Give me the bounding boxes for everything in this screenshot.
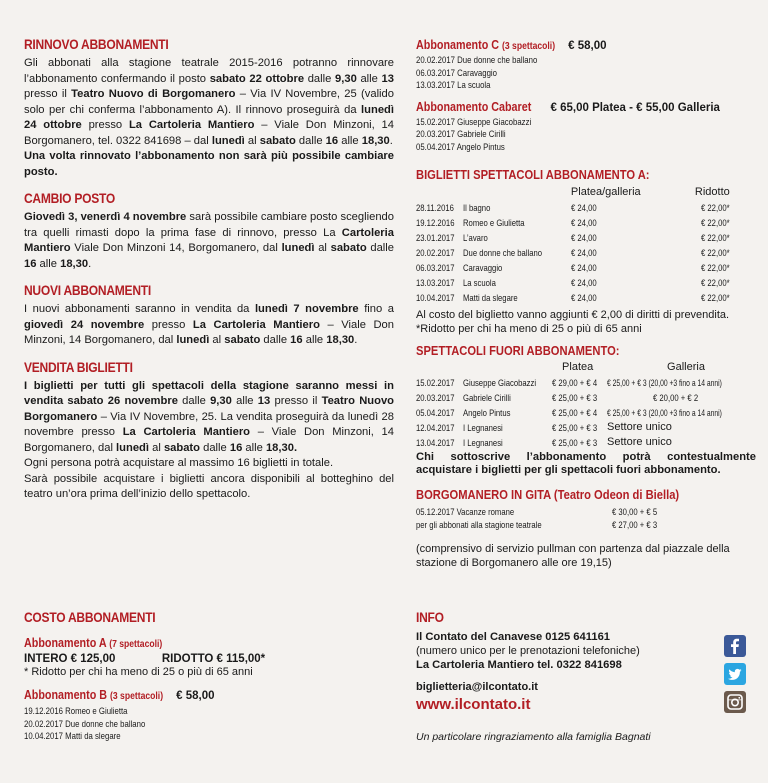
- abbonamento-b-price: € 58,00: [176, 690, 215, 702]
- list-item: 19.12.2016 Romeo e Giulietta: [24, 706, 128, 717]
- abbonamento-a-intero: INTERO € 125,00: [24, 653, 116, 665]
- vendita-text: I biglietti per tutti gli spettacoli della stagione saranno messi in vendita sabato 26 novembre dalle 9,30 alle 13 presso il Teatro Nuovo Borgomanero – Via IV Novembre, 25. La vendita proseguirà da lunedì 28 novembre presso La Cartoleria Mantiero – Viale Don Minzoni, 14 Borgomanero, dal lunedì al sabato dalle 16 alle 18,30.: [24, 379, 394, 454]
- abbonamento-b-heading: [24, 686, 394, 704]
- rinnovo-bold-note: Una volta rinnovato l’abbonamento non sarà più possibile cambiare posto.: [24, 150, 394, 178]
- table-row: 12.04.2017 I Legnanesi € 25,00 + € 3 Settore unico: [416, 421, 672, 433]
- list-item: 20.03.2017 Gabriele Cirilli: [416, 129, 506, 140]
- abbonamento-c-price: € 58,00: [568, 40, 607, 52]
- biglietti-a-section: [416, 166, 756, 336]
- abbonamento-a-prices: [24, 653, 394, 665]
- table-row: 20.02.2017 Due donne che ballano € 24,00 € 22,00*: [416, 247, 730, 258]
- rinnovo-title: RINNOVO ABBONAMENTI: [24, 36, 169, 52]
- fuori-note: Chi sottoscrive l’abbonamento potrà contestualmente acquistare i biglietti per gli spettacoli fuori abbonamento.: [416, 451, 756, 476]
- instagram-icon[interactable]: [724, 691, 746, 713]
- table-row: 23.01.2017 L’avaro € 24,00 € 22,00*: [416, 232, 730, 243]
- col-platea: Platea: [562, 361, 594, 373]
- abbonamento-c: [416, 36, 756, 93]
- col-platea-galleria: Platea/galleria: [570, 186, 641, 198]
- info-cartoleria: La Cartoleria Mantiero tel. 0322 841698: [416, 659, 622, 671]
- list-item: 20.02.2017 Due donne che ballano: [24, 718, 146, 730]
- rinnovo-section: [24, 36, 394, 180]
- table-row: 05.12.2017 Vacanze romane € 30,00 + € 5: [416, 506, 658, 517]
- biglietti-a-title: BIGLIETTI SPETTACOLI ABBONAMENTO A:: [416, 167, 650, 182]
- abbonamento-cabaret: [416, 98, 756, 155]
- fuori-section: [416, 342, 756, 477]
- abbonamento-a-heading: [24, 634, 394, 652]
- fuori-title: SPETTACOLI FUORI ABBONAMENTO:: [416, 343, 620, 358]
- info-email[interactable]: biglietteria@ilcontato.it: [416, 681, 538, 693]
- facebook-icon[interactable]: [724, 635, 746, 657]
- col-ridotto: Ridotto: [694, 186, 730, 198]
- table-row: 10.04.2017 Matti da slegare € 24,00 € 22,00*: [416, 292, 730, 303]
- abbonamento-b-name: Abbonamento B: [24, 688, 108, 702]
- list-item: 10.04.2017 Matti da slegare: [24, 731, 121, 742]
- vendita-botteghino: Sarà possibile acquistare i biglietti ancora disponibili al botteghino del teatro un’ora prima dell’inizio dello spettacolo.: [24, 472, 394, 500]
- table-row: 19.12.2016 Romeo e Giulietta € 24,00 € 22,00*: [416, 217, 730, 228]
- gita-note: (comprensivo di servizio pullman con partenza dal piazzale della stazione di Borgomanero alle ore 19,15): [416, 543, 730, 569]
- biglietti-a-note-prevendita: Al costo del biglietto vanno aggiunti € 2,00 di diritti di prevendita.: [416, 309, 730, 321]
- table-row: 28.11.2016 Il bagno € 24,00 € 22,00*: [416, 202, 730, 213]
- abbonamento-cabaret-price: € 65,00 Platea - € 55,00 Galleria: [550, 101, 720, 114]
- vendita-title: VENDITA BIGLIETTI: [24, 358, 133, 375]
- abbonamento-a-ridotto: RIDOTTO € 115,00*: [161, 653, 266, 665]
- table-row: per gli abbonati alla stagione teatrale € 27,00 + € 3: [416, 519, 658, 530]
- gita-section: [416, 486, 756, 570]
- abbonamento-a-note: * Ridotto per chi ha meno di 25 o più di 65 anni: [24, 666, 253, 678]
- costo-section: [24, 609, 394, 744]
- vendita-limit: Ogni persona potrà acquistare al massimo 16 biglietti in totale.: [24, 457, 334, 469]
- info-section: [416, 609, 756, 743]
- biglietti-a-table: [416, 185, 736, 305]
- info-title: INFO: [416, 609, 444, 625]
- abbonamento-b-count: (3 spettacoli): [110, 691, 164, 702]
- cambio-title: CAMBIO POSTO: [24, 190, 116, 206]
- info-thanks: Un particolare ringraziamento alla famiglia Bagnati: [416, 731, 651, 743]
- abbonamento-c-count: (3 spettacoli): [502, 41, 556, 52]
- abbonamento-a-count: (7 spettacoli): [109, 639, 163, 650]
- info-prenotazioni: (numero unico per le prenotazioni telefoniche): [416, 645, 640, 657]
- fuori-table: [416, 360, 767, 450]
- gita-title: BORGOMANERO IN GITA (Teatro Odeon di Biella): [416, 487, 680, 502]
- table-row: 20.03.2017 Gabriele Cirilli € 25,00 + € 3 € 20,00 + € 2: [416, 392, 699, 403]
- abbonamento-cabaret-list: [416, 117, 695, 155]
- table-row: 13.04.2017 I Legnanesi € 25,00 + € 3 Settore unico: [416, 436, 672, 448]
- cambio-section: [24, 190, 394, 272]
- biglietti-a-note-ridotto: *Ridotto per chi ha meno di 25 o più di 65 anni: [416, 323, 642, 335]
- right-column: [416, 36, 756, 743]
- abbonamento-a-name: Abbonamento A: [24, 636, 107, 650]
- twitter-icon[interactable]: [724, 663, 746, 685]
- nuovi-section: [24, 282, 394, 349]
- cambio-text: Giovedì 3, venerdì 4 novembre sarà possibile cambiare posto scegliendo tra quelli rimasti dopo la prima fase di rinnovo, presso La Cartoleria Mantiero Viale Don Minzoni 14, Borgomanero, dal lunedì al sabato dalle 16 alle 18,30.: [24, 211, 394, 270]
- table-header: [416, 360, 767, 375]
- nuovi-title: NUOVI ABBONAMENTI: [24, 282, 151, 298]
- list-item: 05.04.2017 Angelo Pintus: [416, 141, 505, 153]
- list-item: 06.03.2017 Caravaggio: [416, 67, 498, 79]
- list-item: 15.02.2017 Giuseppe Giacobazzi: [416, 116, 532, 128]
- nuovi-text: I nuovi abbonamenti saranno in vendita da lunedì 7 novembre fino a giovedì 24 novembre presso La Cartoleria Mantiero – Viale Don Minzoni, 14 Borgomanero, dal lunedì al sabato dalle 16 alle 18,30.: [24, 303, 394, 346]
- info-contato: Il Contato del Canavese 0125 641161: [416, 631, 611, 643]
- rinnovo-text: Gli abbonati alla stagione teatrale 2015-2016 potranno rinnovare l’abbonamento confermando il posto sabato 22 ottobre dalle 9,30 alle 13 presso il Teatro Nuovo di Borgomanero – Via IV Novembre, 25 (valido solo per chi conferma l’abbonamento A). Il rinnovo proseguirà da lunedì 24 ottobre presso La Cartoleria Mantiero – Viale Don Minzoni, 14 Borgomanero, tel. 0322 841698 – dal lunedì al sabato dalle 16 alle 18,30.: [24, 57, 395, 147]
- abbonamento-c-name: Abbonamento C: [416, 38, 500, 52]
- col-galleria: Galleria: [667, 361, 705, 373]
- left-column: [24, 36, 395, 742]
- list-item: 13.03.2017 La scuola: [416, 80, 491, 91]
- vendita-section: [24, 359, 394, 503]
- abbonamento-cabaret-name: Abbonamento Cabaret: [416, 99, 532, 114]
- abbonamento-c-list: [416, 55, 695, 93]
- list-item: 20.02.2017 Due donne che ballano: [416, 55, 538, 66]
- table-header: [416, 185, 736, 200]
- costo-title: COSTO ABBONAMENTI: [24, 609, 156, 625]
- table-row: 05.04.2017 Angelo Pintus € 25,00 + € 4 € 25,00 + € 3 (20,00 +3 fino a 14 anni): [416, 407, 722, 418]
- gita-table: [416, 505, 667, 531]
- table-row: 15.02.2017 Giuseppe Giacobazzi € 29,00 + € 4 € 25,00 + € 3 (20,00 +3 fino a 14 anni): [416, 377, 722, 388]
- table-row: 13.03.2017 La scuola € 24,00 € 22,00*: [416, 277, 730, 288]
- table-row: 06.03.2017 Caravaggio € 24,00 € 22,00*: [416, 262, 730, 273]
- info-website[interactable]: www.ilcontato.it: [416, 696, 531, 713]
- abbonamento-b-list: [24, 706, 327, 744]
